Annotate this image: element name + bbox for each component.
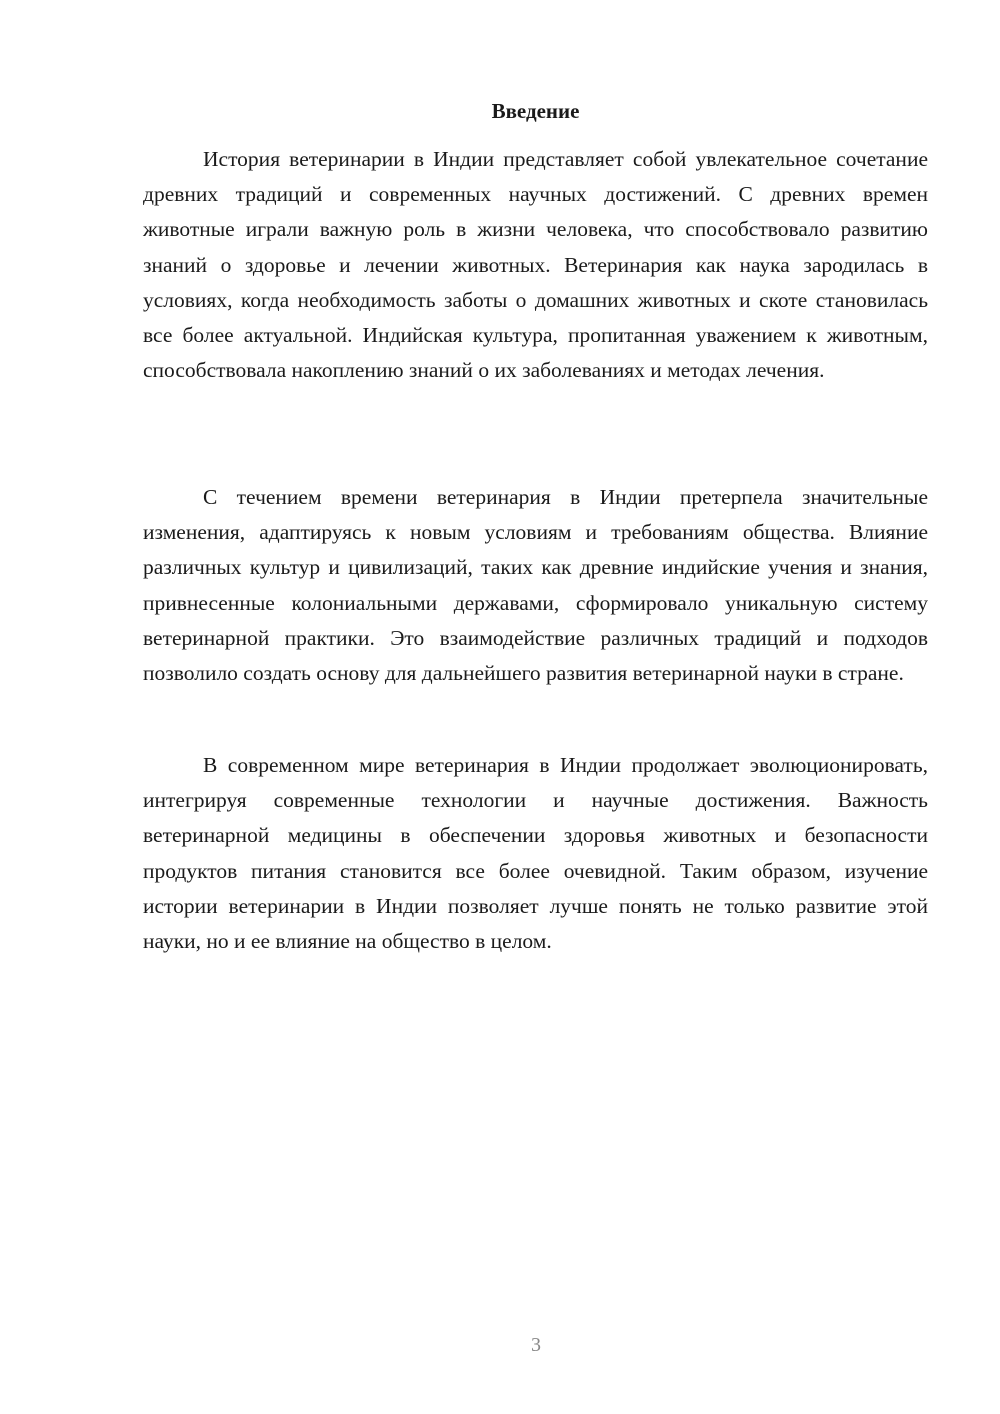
paragraph-2: С течением времени ветеринария в Индии претерпела значительные изменения, адаптируясь к новым условиям и требованиям общества. Влияние различных культур и цивилизаций, таких как древние индийские учения и знания, привнесенные колониальными державами, сформировало уникальную систему ветеринарной практики. Это взаимодействие различных традиций и подходов позволило создать основу для дальнейшего развития ветеринарной науки в стране. [143,485,928,686]
paragraph-3: В современном мире ветеринария в Индии продолжает эволюционировать, интегрируя современные технологии и научные достижения. Важность ветеринарной медицины в обеспечении здоровья животных и безопасности продуктов питания становится все более очевидной. Таким образом, изучение истории ветеринарии в Индии позволяет лучше понять не только развитие этой науки, но и ее влияние на общество в целом. [143,753,928,954]
paragraph-1: История ветеринарии в Индии представляет собой увлекательное сочетание древних традиций и современных научных достижений. С древних времен животные играли важную роль в жизни человека, что способствовало развитию знаний о здоровье и лечении животных. Ветеринария как наука зародилась в условиях, когда необходимость заботы о домашних животных и скоте становилась все более актуальной. Индийская культура, пропитанная уважением к животным, способствовала накоплению знаний о их заболеваниях и методах лечения. [143,147,928,383]
page-number: 3 [531,1334,541,1356]
section-heading: Введение [491,99,580,123]
